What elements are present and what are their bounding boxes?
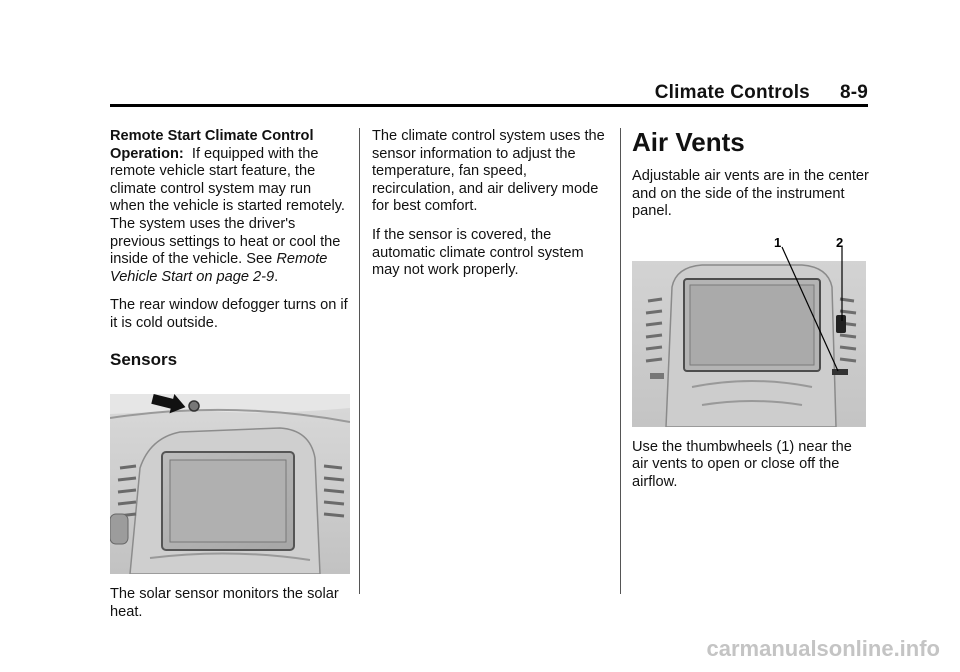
defogger-paragraph: The rear window defogger turns on if it is cold outside. <box>110 297 348 331</box>
air-vents-illustration <box>632 237 870 427</box>
air-vents-caption: Use the thumbwheels (1) near the air vents to open or close off the airflow. <box>632 438 852 490</box>
remote-start-heading: Remote Start Climate Control Operation: <box>110 128 314 162</box>
callout-2-label: 2 <box>836 236 844 250</box>
column-1 <box>110 128 350 632</box>
callout-1-label: 1 <box>774 236 782 250</box>
remote-start-text-end: . <box>274 268 279 285</box>
page-number: 8-9 <box>839 82 868 103</box>
air-vents-heading: Air Vents <box>632 127 745 157</box>
solar-sensor-illustration <box>110 388 350 574</box>
remote-start-xref[interactable]: Remote Vehicle Start on page 2-9 <box>110 251 328 285</box>
column-divider-2 <box>620 128 621 594</box>
sensors-heading: Sensors <box>110 349 178 369</box>
section-title: Climate Controls <box>654 82 810 103</box>
sensor-caption: The solar sensor monitors the solar heat. <box>110 586 339 620</box>
remote-start-paragraph <box>110 128 350 286</box>
page-header <box>655 82 868 104</box>
sensor-warning-paragraph: If the sensor is covered, the automatic climate control system may not work properly. <box>372 226 584 279</box>
watermark: carmanualsonline.info <box>706 636 940 661</box>
remote-start-text: If equipped with the remote vehicle start feature, the climate control system may run when the vehicle is started remotely. The system uses the driver's previous settings to heat or cool the inside of the vehicle. See <box>110 145 345 268</box>
column-3 <box>632 128 870 503</box>
column-divider-1 <box>359 128 360 594</box>
header-rule <box>110 104 868 107</box>
column-2 <box>372 128 610 291</box>
air-vents-intro: Adjustable air vents are in the center and on the side of the instrument panel. <box>632 168 869 220</box>
sensor-info-paragraph: The climate control system uses the sensor information to adjust the temperature, fan speed, recirculation, and air delivery mode for best comfort. <box>372 128 605 215</box>
